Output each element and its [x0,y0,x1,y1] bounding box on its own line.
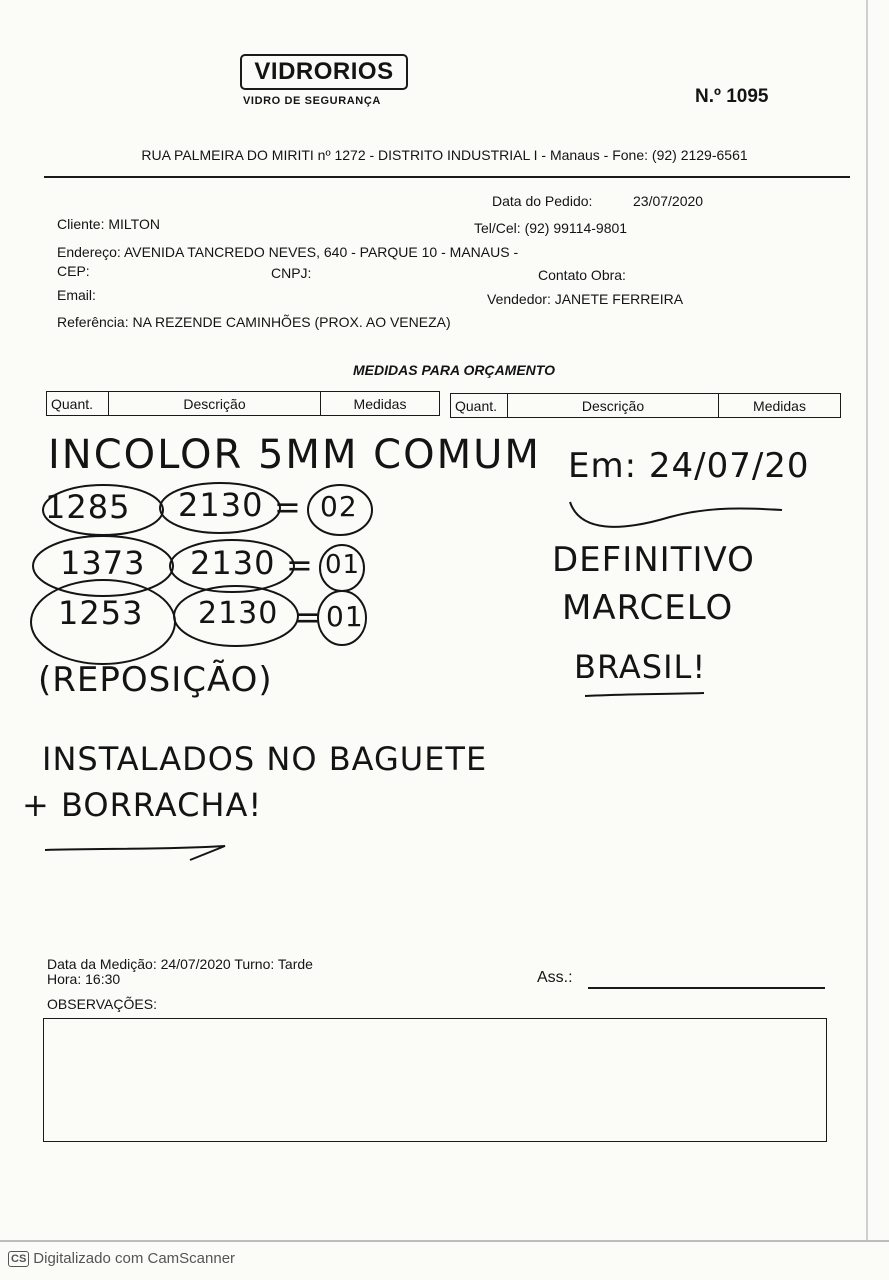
camscanner-icon: CS [8,1251,29,1267]
contact-field: Contato Obra: [538,267,626,283]
signature-label: Ass.: [537,969,573,986]
handwritten-rubber-note: + BORRACHA! [22,786,263,824]
handwritten-reposicao: (REPOSIÇÃO) [38,660,273,700]
row-quantity: 02 [320,490,358,523]
order-date-label: Data do Pedido: [492,193,593,209]
equals-sign: = [286,546,314,584]
phone-field: Tel/Cel: (92) 99114-9801 [474,220,628,236]
signature-line [588,987,825,989]
observations-box [43,1018,827,1142]
brand-logo [240,54,408,90]
row-width: 1285 [45,488,131,526]
equals-sign: = [294,598,322,636]
handwritten-stroke [560,492,790,542]
row-height: 2130 [178,486,264,524]
table-header-left [46,391,440,416]
cnpj-field: CNPJ: [271,265,312,281]
col-descricao: Descrição [109,392,321,415]
handwritten-date: Em: 24/07/20 [568,446,810,486]
brand-tagline: VIDRO DE SEGURANÇA [243,95,381,107]
brand-name: VIDRORIOS [254,58,394,85]
handwritten-description: INCOLOR 5MM COMUM [48,432,541,478]
handwritten-installed-note: INSTALADOS NO BAGUETE [42,740,488,778]
table-header-right [450,393,841,418]
row-width: 1253 [58,594,144,632]
row-height: 2130 [198,596,279,631]
scanner-watermark [8,1250,235,1267]
client-field: Cliente: MILTON [57,216,160,232]
col-quant: Quant. [47,392,109,415]
seller-field: Vendedor: JANETE FERREIRA [487,291,684,307]
handwritten-signature-line1: DEFINITIVO [552,540,755,580]
measurement-date: Data da Medição: 24/07/2020 Turno: Tarde [47,956,313,972]
observations-label: OBSERVAÇÕES: [47,996,157,1012]
handwritten-underline [580,688,710,702]
scanner-text: Digitalizado com CamScanner [33,1250,236,1267]
address-field: Endereço: AVENIDA TANCREDO NEVES, 640 - PARQUE 10 - MANAUS - [57,244,519,260]
handwritten-underline [40,836,240,866]
row-quantity: 01 [326,600,364,633]
company-address: RUA PALMEIRA DO MIRITI nº 1272 - DISTRITO INDUSTRIAL I - Manaus - Fone: (92) 2129-6561 [141,147,748,163]
document-number: N.º 1095 [695,86,769,107]
handwritten-signature-line3: BRASIL! [574,648,707,686]
handwritten-signature-line2: MARCELO [562,588,734,628]
col-medidas: Medidas [353,395,407,412]
measurement-time: Hora: 16:30 [47,971,121,987]
row-height: 2130 [190,544,276,582]
row-quantity: 01 [325,550,361,580]
page-edge-bottom [0,1240,889,1242]
email-field: Email: [57,287,96,303]
order-date: 23/07/2020 [633,193,704,209]
col-descricao: Descrição [508,394,719,417]
header-divider [44,176,850,178]
col-quant: Quant. [451,394,508,417]
cep-field: CEP: [57,263,90,279]
row-width: 1373 [60,544,146,582]
col-medidas: Medidas [753,397,806,414]
page-edge [866,0,868,1240]
reference-field: Referência: NA REZENDE CAMINHÕES (PROX. AO VENEZA) [57,314,451,330]
section-title: MEDIDAS PARA ORÇAMENTO [353,362,555,378]
equals-sign: = [274,488,302,526]
